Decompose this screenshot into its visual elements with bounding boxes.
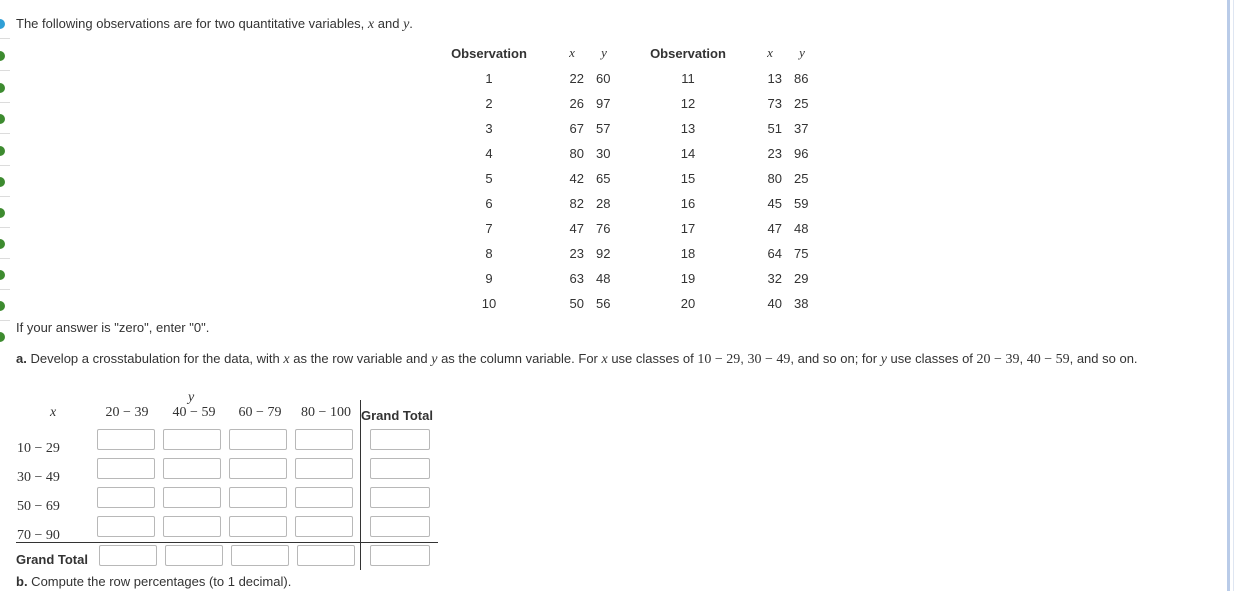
column-header: 20 − 39 — [105, 405, 149, 420]
crosstab-cell-input[interactable] — [165, 545, 223, 566]
gutter-divider — [0, 133, 10, 134]
crosstab-cell-input[interactable] — [97, 516, 155, 537]
observation-number: 2 — [485, 96, 493, 111]
x-value: 64 — [767, 246, 782, 261]
crosstab-cell-input[interactable] — [229, 516, 287, 537]
class-range: 30 − 49 — [747, 352, 791, 367]
row-header: 70 − 90 — [17, 528, 60, 543]
gutter-divider — [0, 38, 10, 39]
observation-header: Observation — [451, 46, 527, 61]
gutter-divider — [0, 227, 10, 228]
crosstab-cell-input[interactable] — [163, 516, 221, 537]
x-value: 23 — [767, 146, 782, 161]
y-value: 86 — [794, 71, 809, 86]
x-value: 63 — [569, 271, 584, 286]
observation-number: 4 — [485, 146, 493, 161]
class-range: 10 − 29 — [697, 352, 741, 367]
zero-note: If your answer is "zero", enter "0". — [16, 320, 210, 335]
crosstab-cell-input[interactable] — [297, 545, 355, 566]
y-value: 28 — [596, 196, 611, 211]
observation-number: 14 — [680, 146, 696, 161]
table-divider-horizontal — [16, 542, 438, 543]
crosstab-cell-input[interactable] — [99, 545, 157, 566]
intro-text-part: The following observations are for two quantitative variables, — [16, 16, 368, 31]
part-a-text: , and so on; for — [790, 351, 881, 366]
part-a-text: , — [740, 351, 748, 366]
y-value: 25 — [794, 96, 809, 111]
column-header: 40 − 59 — [172, 405, 216, 420]
left-gutter — [0, 0, 12, 591]
y-value: 30 — [596, 146, 611, 161]
crosstab-cell-input[interactable] — [97, 487, 155, 508]
part-a-instructions — [16, 348, 1211, 370]
observation-number: 15 — [680, 171, 696, 186]
class-range: 20 − 39 — [976, 352, 1020, 367]
part-a-text: Develop a crosstabulation for the data, with — [26, 351, 284, 366]
var-x: x — [367, 17, 375, 32]
crosstab-cell-input[interactable] — [295, 487, 353, 508]
observation-header: Observation — [650, 46, 726, 61]
scroll-edge-line — [1233, 0, 1234, 591]
grand-total-input[interactable] — [370, 458, 430, 479]
observation-number: 8 — [485, 246, 493, 261]
x-value: 32 — [767, 271, 782, 286]
column-header: 80 − 100 — [301, 405, 351, 420]
gutter-divider — [0, 258, 10, 259]
status-marker — [0, 332, 5, 342]
grand-total-input[interactable] — [370, 487, 430, 508]
gutter-divider — [0, 320, 10, 321]
y-value: 92 — [596, 246, 611, 261]
crosstab-cell-input[interactable] — [231, 545, 289, 566]
intro-text — [16, 16, 413, 33]
x-value: 23 — [569, 246, 584, 261]
crosstab-cell-input[interactable] — [163, 487, 221, 508]
x-header: x — [569, 45, 575, 60]
intro-text-part: . — [409, 16, 413, 31]
x-value: 40 — [767, 296, 782, 311]
observation-number: 10 — [481, 296, 497, 311]
y-header: y — [601, 45, 607, 60]
col-var-label: y — [188, 390, 195, 405]
var-x: x — [283, 352, 290, 367]
observation-number: 11 — [681, 71, 695, 86]
x-value: 50 — [569, 296, 584, 311]
y-value: 96 — [794, 146, 809, 161]
y-value: 38 — [794, 296, 809, 311]
var-x: x — [601, 352, 608, 367]
y-value: 37 — [794, 121, 809, 136]
x-header: x — [767, 45, 773, 60]
y-value: 65 — [596, 171, 611, 186]
crosstab-cell-input[interactable] — [295, 429, 353, 450]
observation-number: 3 — [485, 121, 493, 136]
crosstab-cell-input[interactable] — [163, 458, 221, 479]
table-divider-vertical — [360, 400, 361, 570]
y-header: y — [799, 45, 805, 60]
gutter-divider — [0, 70, 10, 71]
crosstab-cell-input[interactable] — [295, 458, 353, 479]
status-marker — [0, 51, 5, 61]
x-value: 51 — [767, 121, 782, 136]
scroll-edge — [1227, 0, 1230, 591]
x-value: 13 — [767, 71, 782, 86]
y-value: 97 — [596, 96, 611, 111]
observation-number: 18 — [680, 246, 696, 261]
crosstab-cell-input[interactable] — [295, 516, 353, 537]
crosstab-cell-input[interactable] — [229, 458, 287, 479]
observation-number: 17 — [680, 221, 696, 236]
y-value: 29 — [794, 271, 809, 286]
observation-number: 19 — [680, 271, 696, 286]
crosstab-cell-input[interactable] — [163, 429, 221, 450]
intro-text-part: and — [374, 16, 404, 31]
status-marker — [0, 19, 5, 29]
observation-number: 12 — [680, 96, 696, 111]
part-b-instructions — [16, 574, 291, 589]
x-value: 22 — [569, 71, 584, 86]
status-marker — [0, 301, 5, 311]
part-b-text: Compute the row percentages (to 1 decimal). — [27, 574, 292, 589]
status-marker — [0, 208, 5, 218]
observation-number: 16 — [680, 196, 696, 211]
row-header: 30 − 49 — [17, 470, 60, 485]
crosstab-cell-input[interactable] — [97, 458, 155, 479]
part-a-text: , — [1019, 351, 1027, 366]
observation-number: 1 — [485, 71, 493, 86]
x-value: 47 — [767, 221, 782, 236]
observation-number: 20 — [680, 296, 696, 311]
gutter-divider — [0, 102, 10, 103]
part-b-label: b. — [16, 574, 28, 589]
x-value: 80 — [767, 171, 782, 186]
y-value: 25 — [794, 171, 809, 186]
grand-total-input[interactable] — [370, 429, 430, 450]
x-value: 80 — [569, 146, 584, 161]
observation-number: 9 — [485, 271, 493, 286]
y-value: 48 — [794, 221, 809, 236]
x-value: 67 — [569, 121, 584, 136]
observation-number: 7 — [485, 221, 493, 236]
row-var-label: x — [50, 405, 57, 420]
var-y: y — [403, 17, 410, 32]
y-value: 75 — [794, 246, 809, 261]
part-a-text: use classes of — [886, 351, 977, 366]
x-value: 82 — [569, 196, 584, 211]
x-value: 26 — [569, 96, 584, 111]
status-marker — [0, 114, 5, 124]
observation-number: 13 — [680, 121, 696, 136]
observation-number: 5 — [485, 171, 493, 186]
y-value: 60 — [596, 71, 611, 86]
row-header: 10 − 29 — [17, 441, 60, 456]
crosstab-cell-input[interactable] — [229, 429, 287, 450]
gutter-divider — [0, 196, 10, 197]
y-value: 76 — [596, 221, 611, 236]
row-header: 50 − 69 — [17, 499, 60, 514]
x-value: 47 — [569, 221, 584, 236]
status-marker — [0, 239, 5, 249]
part-a-text: use classes of — [607, 351, 698, 366]
part-a-text: as the row variable and — [289, 351, 432, 366]
crosstab-cell-input[interactable] — [97, 429, 155, 450]
y-value: 57 — [596, 121, 611, 136]
x-value: 42 — [569, 171, 584, 186]
observation-number: 6 — [485, 196, 493, 211]
y-value: 48 — [596, 271, 611, 286]
class-range: 40 − 59 — [1026, 352, 1070, 367]
column-header: 60 − 79 — [238, 405, 282, 420]
var-y: y — [431, 352, 438, 367]
status-marker — [0, 177, 5, 187]
status-marker — [0, 83, 5, 93]
part-a-text: , and so on. — [1069, 351, 1138, 366]
y-value: 56 — [596, 296, 611, 311]
x-value: 45 — [767, 196, 782, 211]
status-marker — [0, 146, 5, 156]
part-a-text: as the column variable. For — [437, 351, 602, 366]
gutter-divider — [0, 165, 10, 166]
var-y: y — [880, 352, 887, 367]
grand-total-input[interactable] — [370, 516, 430, 537]
grand-total-input[interactable] — [370, 545, 430, 566]
y-value: 59 — [794, 196, 809, 211]
gutter-divider — [0, 289, 10, 290]
grand-total-column-header: Grand Total — [361, 408, 433, 423]
status-marker — [0, 270, 5, 280]
grand-total-row-header: Grand Total — [16, 552, 88, 567]
part-a-label: a. — [16, 351, 27, 366]
crosstab-cell-input[interactable] — [229, 487, 287, 508]
x-value: 73 — [767, 96, 782, 111]
